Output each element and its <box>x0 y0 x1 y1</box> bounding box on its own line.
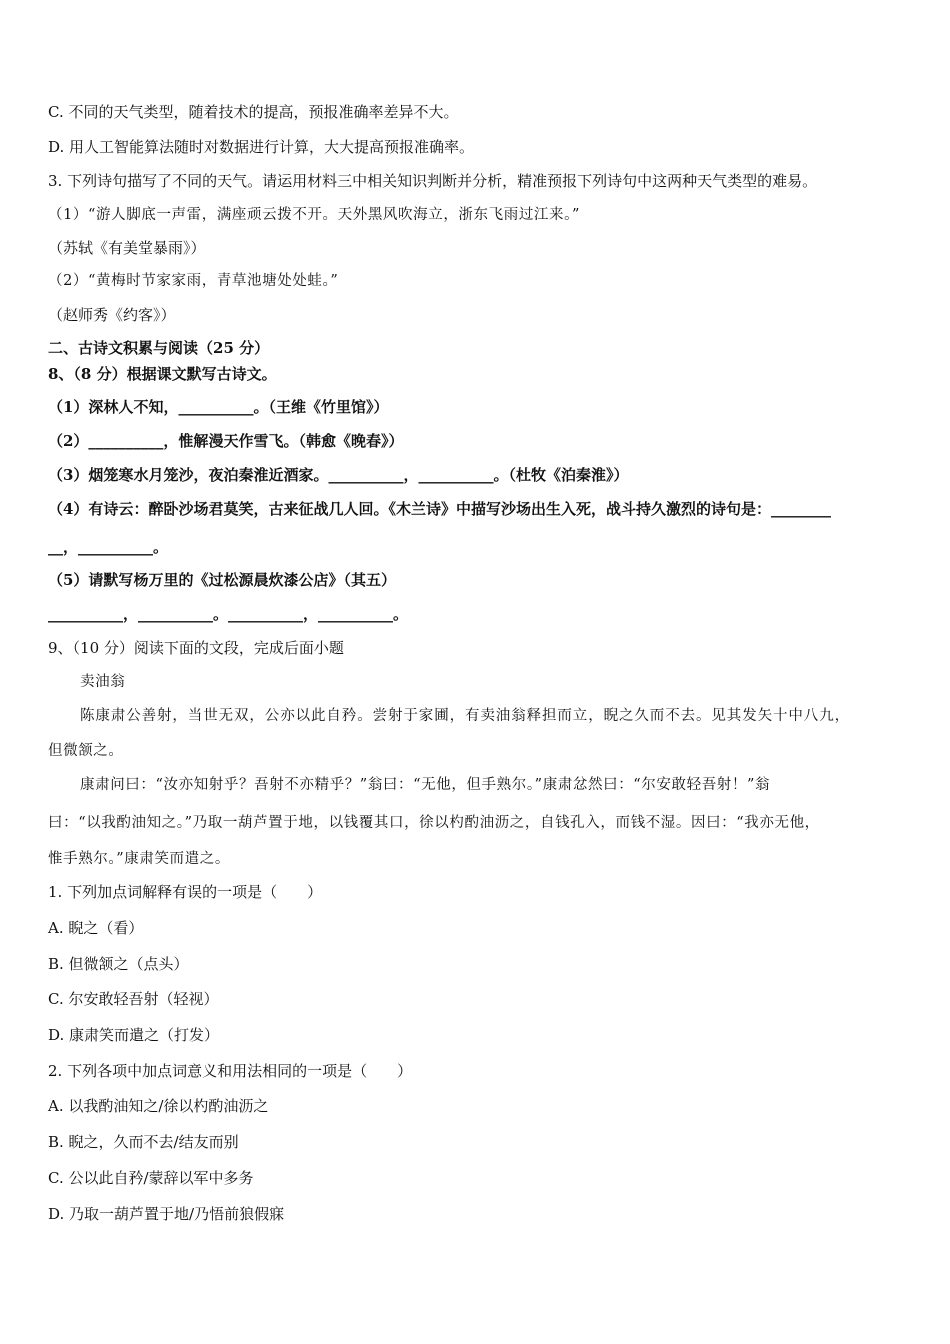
sub-question-2-b: B. 睨之，久而不去/结友而别 <box>48 1133 239 1151</box>
passage-para-2-cont: 曰：“以我酌油知之。”乃取一葫芦置于地，以钱覆其口，徐以杓酌油沥之，自钱孔入，而钱不湿。因曰：“我亦无他， <box>48 815 820 831</box>
question-8-2: （2）__________，惟解漫天作雪飞。（韩愈《晚春》） <box>48 432 404 450</box>
sub-question-1-a: A. 睨之（看） <box>48 919 144 937</box>
question-8-1: （1）深林人不知，__________。（王维《竹里馆》） <box>48 398 389 416</box>
question-8-4-cont: __，__________。 <box>48 538 169 556</box>
sub-question-1-c: C. 尔安敢轻吾射（轻视） <box>48 990 219 1008</box>
question-8: 8、（8 分）根据课文默写古诗文。 <box>48 365 277 383</box>
option-2c: C. 不同的天气类型，随着技术的提高，预报准确率差异不大。 <box>48 103 459 121</box>
poem-1-source: （苏轼《有美堂暴雨》） <box>48 239 206 257</box>
sub-question-2-a: A. 以我酌油知之/徐以杓酌油沥之 <box>48 1097 269 1115</box>
poem-2-source: （赵师秀《约客》） <box>48 306 176 324</box>
sub-question-2: 2. 下列各项中加点词意义和用法相同的一项是（ ） <box>48 1062 413 1080</box>
poem-2: （2）“黄梅时节家家雨，青草池塘处处蛙。” <box>48 273 339 289</box>
passage-title: 卖油翁 <box>80 674 126 690</box>
passage-para-1: 陈康肃公善射，当世无双，公亦以此自矜。尝射于家圃，有卖油翁释担而立，睨之久而不去。见其发矢十中八九， <box>80 708 850 724</box>
question-8-4: （4）有诗云：醉卧沙场君莫笑，古来征战几人回。《木兰诗》中描写沙场出生入死，战斗持久激烈的诗句是：________ <box>48 500 831 518</box>
poem-1: （1）“游人脚底一声雷，满座顽云拨不开。天外黑风吹海立，浙东飞雨过江来。” <box>48 207 580 223</box>
question-8-3: （3）烟笼寒水月笼沙，夜泊秦淮近酒家。__________，__________。（杜牧《泊秦淮》） <box>48 466 629 484</box>
sub-question-2-d: D. 乃取一葫芦置于地/乃悟前狼假寐 <box>48 1205 285 1223</box>
passage-para-1-cont: 但微颔之。 <box>48 743 124 759</box>
passage-para-2-end: 惟手熟尔。”康肃笑而遣之。 <box>48 851 230 867</box>
section-2-heading: 二、古诗文积累与阅读（25 分） <box>48 339 270 357</box>
sub-question-1-b: B. 但微颔之（点头） <box>48 955 189 973</box>
sub-question-2-c: C. 公以此自矜/蒙辞以军中多务 <box>48 1169 254 1187</box>
passage-para-2: 康肃问曰：“汝亦知射乎？吾射不亦精乎？”翁曰：“无他，但手熟尔。”康肃忿然曰：“尔安敢轻吾射！”翁 <box>80 777 771 793</box>
sub-question-1: 1. 下列加点词解释有误的一项是（ ） <box>48 883 323 901</box>
question-9: 9、（10 分）阅读下面的文段，完成后面小题 <box>48 639 344 657</box>
question-3: 3. 下列诗句描写了不同的天气。请运用材料三中相关知识判断并分析，精准预报下列诗句中这两种天气类型的难易。 <box>48 172 818 190</box>
sub-question-1-d: D. 康肃笑而遣之（打发） <box>48 1026 220 1044</box>
question-8-5-blanks: __________，__________。__________，__________。 <box>48 605 409 623</box>
question-8-5: （5）请默写杨万里的《过松源晨炊漆公店》（其五） <box>48 571 396 589</box>
option-2d: D. 用人工智能算法随时对数据进行计算，大大提高预报准确率。 <box>48 138 475 156</box>
